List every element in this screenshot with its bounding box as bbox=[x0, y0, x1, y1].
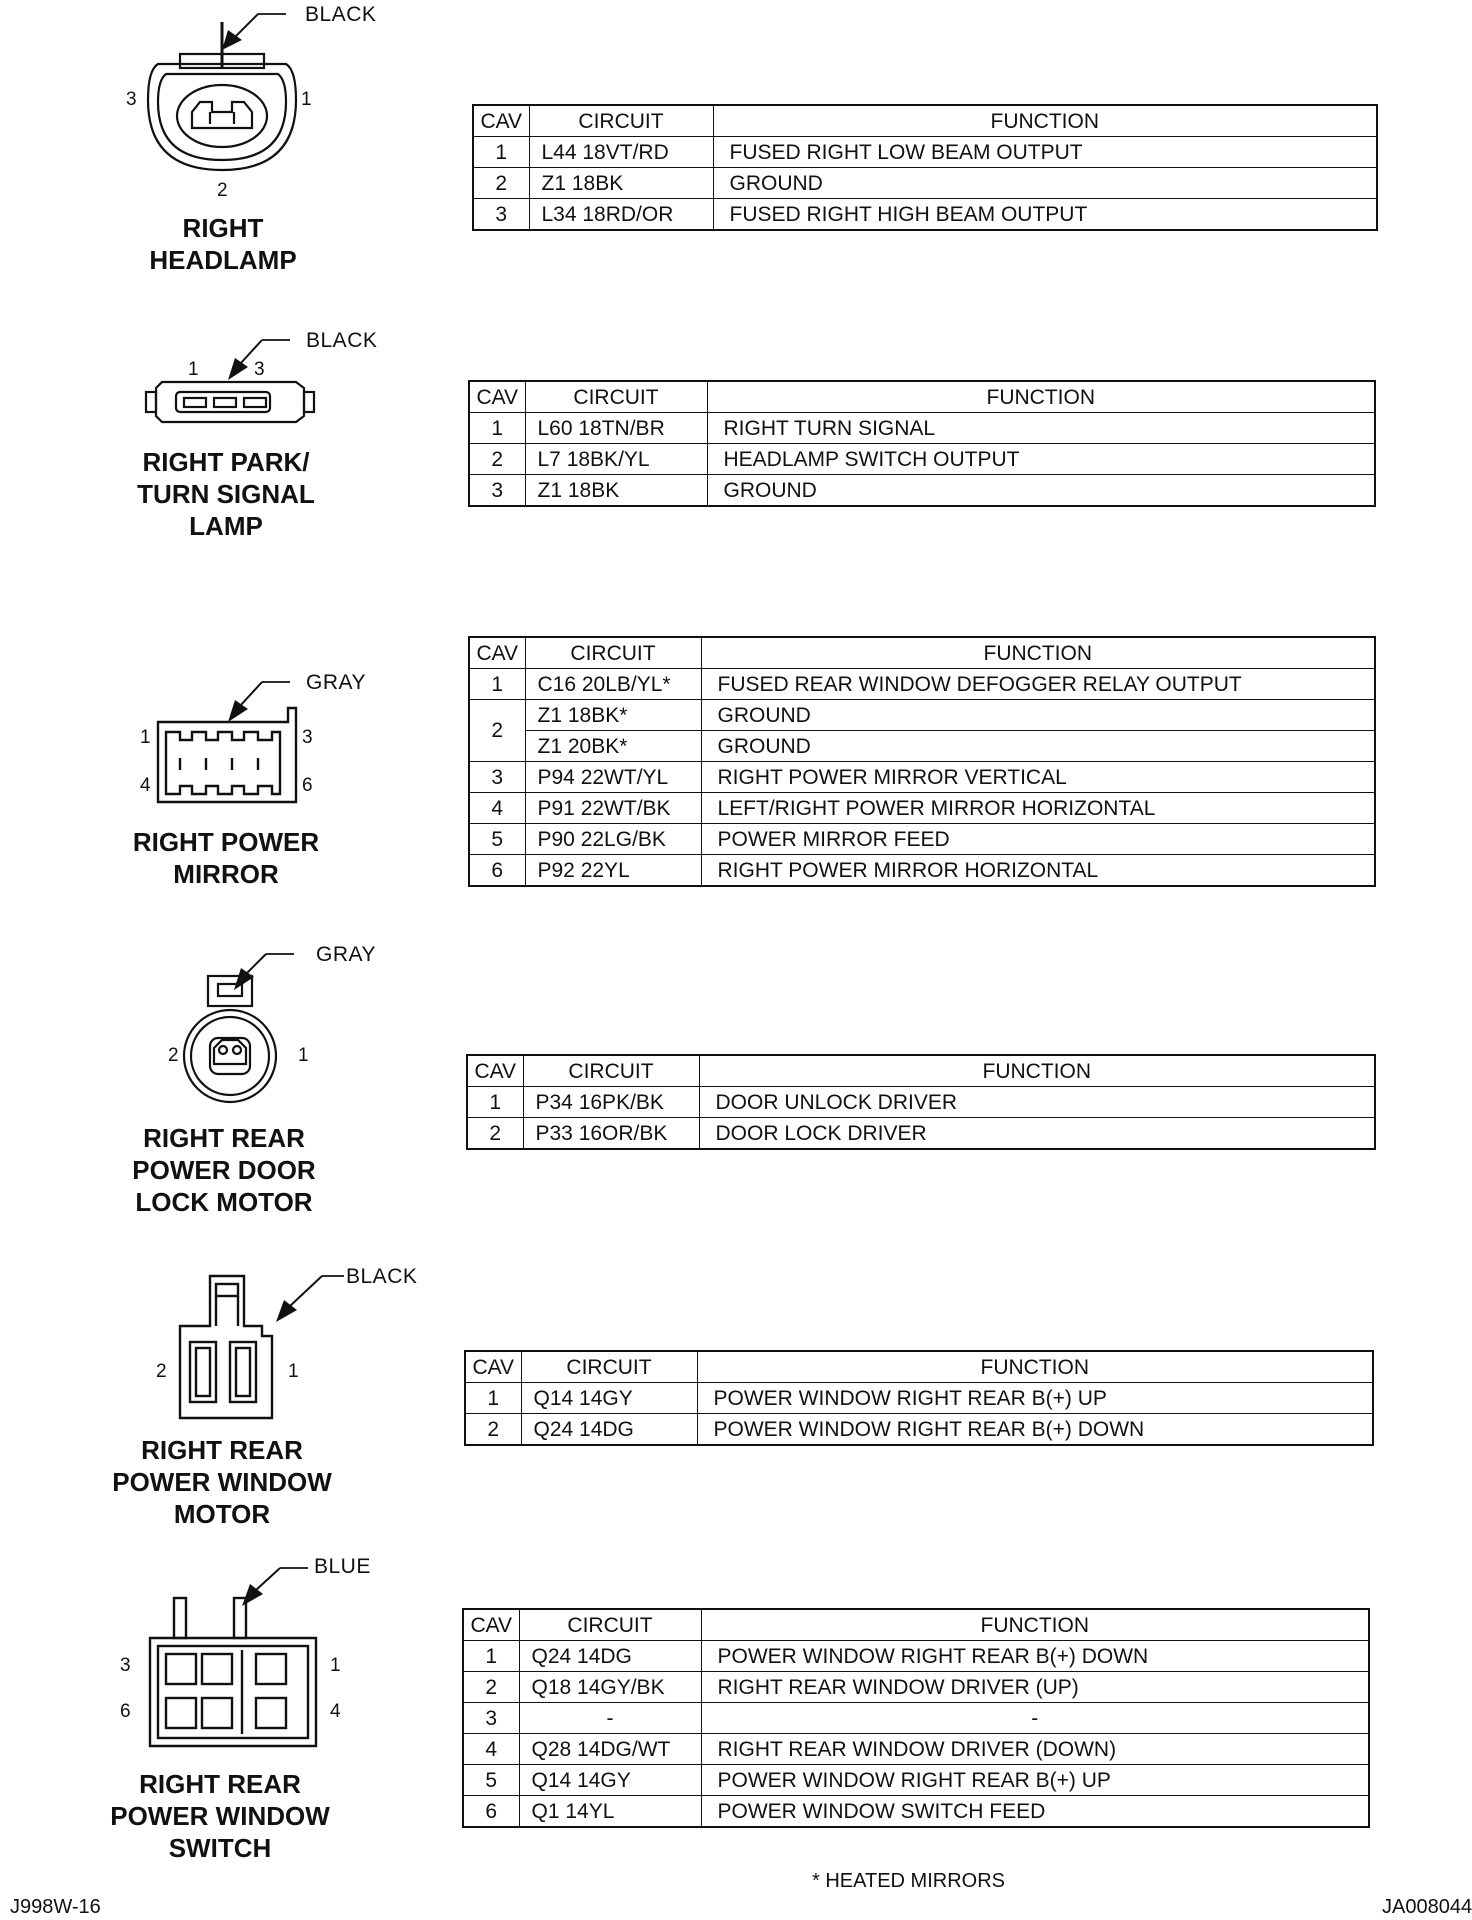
circuit-cell: P33 16OR/BK bbox=[523, 1118, 699, 1150]
table-row bbox=[469, 475, 1375, 507]
function-cell: FUSED REAR WINDOW DEFOGGER RELAY OUTPUT bbox=[701, 669, 1375, 700]
right-rear-door-lock-motor-connector bbox=[0, 930, 460, 1230]
col-header-function: FUNCTION bbox=[701, 637, 1375, 669]
right-power-mirror-connector bbox=[0, 660, 460, 900]
pin-number: 3 bbox=[302, 727, 313, 748]
circuit-cell: L60 18TN/BR bbox=[525, 413, 707, 444]
cav-cell: 3 bbox=[469, 762, 525, 793]
right-park-turn-signal-connector bbox=[0, 320, 460, 550]
table-row bbox=[469, 793, 1375, 824]
pin-number: 1 bbox=[288, 1361, 299, 1382]
col-header-function: FUNCTION bbox=[713, 105, 1377, 137]
connector-name: RIGHT REAR POWER WINDOW SWITCH bbox=[110, 1769, 330, 1863]
cav-cell: 1 bbox=[469, 413, 525, 444]
col-header-circuit: CIRCUIT bbox=[525, 381, 707, 413]
pin-number: 2 bbox=[168, 1045, 179, 1066]
connector-name: RIGHT PARK/ TURN SIGNAL LAMP bbox=[137, 447, 315, 541]
table-header-row bbox=[469, 381, 1375, 413]
cav-cell: 6 bbox=[463, 1796, 519, 1828]
table-row bbox=[463, 1672, 1369, 1703]
col-header-function: FUNCTION bbox=[699, 1055, 1375, 1087]
connector-name: RIGHT POWER MIRROR bbox=[132, 827, 320, 889]
table-row bbox=[469, 762, 1375, 793]
pinout-table-right-rear-window-switch bbox=[462, 1608, 1370, 1828]
document-id-right: JA008044 bbox=[1382, 1896, 1472, 1918]
function-cell: DOOR LOCK DRIVER bbox=[699, 1118, 1375, 1150]
table-row bbox=[469, 855, 1375, 887]
connector-name: RIGHT REAR POWER DOOR LOCK MOTOR bbox=[132, 1123, 316, 1217]
pin-number: 3 bbox=[254, 359, 265, 380]
function-cell: GROUND bbox=[701, 731, 1375, 762]
function-cell: POWER MIRROR FEED bbox=[701, 824, 1375, 855]
table-row bbox=[467, 1118, 1375, 1150]
connector-name: RIGHT REAR POWER WINDOW MOTOR bbox=[112, 1435, 332, 1529]
circuit-cell: Z1 18BK* bbox=[525, 700, 701, 731]
cav-cell: 5 bbox=[469, 824, 525, 855]
circuit-cell: Q1 14YL bbox=[519, 1796, 701, 1828]
pin-number: 3 bbox=[120, 1655, 131, 1676]
cav-cell: 2 bbox=[469, 444, 525, 475]
pinout-table-right-rear-door-lock-motor bbox=[466, 1054, 1376, 1150]
wire-color-label: BLUE bbox=[314, 1555, 371, 1578]
table-row bbox=[469, 669, 1375, 700]
cav-cell: 1 bbox=[465, 1383, 521, 1414]
function-cell: - bbox=[701, 1703, 1369, 1734]
col-header-cav: CAV bbox=[463, 1609, 519, 1641]
cav-cell: 3 bbox=[473, 199, 529, 231]
pinout-table-right-headlamp bbox=[472, 104, 1378, 231]
connector-name: RIGHT HEADLAMP bbox=[149, 213, 297, 275]
table-row bbox=[473, 137, 1377, 168]
function-cell: RIGHT POWER MIRROR VERTICAL bbox=[701, 762, 1375, 793]
circuit-cell: Q24 14DG bbox=[519, 1641, 701, 1672]
cav-cell: 3 bbox=[463, 1703, 519, 1734]
circuit-cell: P92 22YL bbox=[525, 855, 701, 887]
circuit-cell: P34 16PK/BK bbox=[523, 1087, 699, 1118]
circuit-cell: Q14 14GY bbox=[519, 1765, 701, 1796]
pin-number: 1 bbox=[301, 89, 312, 110]
col-header-cav: CAV bbox=[467, 1055, 523, 1087]
table-row bbox=[463, 1734, 1369, 1765]
document-id-left: J998W-16 bbox=[10, 1896, 101, 1918]
circuit-cell: Z1 18BK bbox=[525, 475, 707, 507]
table-row bbox=[463, 1703, 1369, 1734]
table-row bbox=[463, 1765, 1369, 1796]
pin-number: 2 bbox=[217, 180, 228, 201]
circuit-cell: Q28 14DG/WT bbox=[519, 1734, 701, 1765]
col-header-cav: CAV bbox=[473, 105, 529, 137]
function-cell: RIGHT TURN SIGNAL bbox=[707, 413, 1375, 444]
function-cell: GROUND bbox=[713, 168, 1377, 199]
wire-color-label: BLACK bbox=[346, 1265, 418, 1288]
circuit-cell: Q14 14GY bbox=[521, 1383, 697, 1414]
cav-cell: 2 bbox=[467, 1118, 523, 1150]
circuit-cell: L34 18RD/OR bbox=[529, 199, 713, 231]
col-header-circuit: CIRCUIT bbox=[525, 637, 701, 669]
cav-cell: 1 bbox=[467, 1087, 523, 1118]
function-cell: POWER WINDOW RIGHT REAR B(+) UP bbox=[701, 1765, 1369, 1796]
wire-color-label: GRAY bbox=[316, 943, 376, 966]
cav-cell: 4 bbox=[463, 1734, 519, 1765]
pinout-table-right-rear-window-motor bbox=[464, 1350, 1374, 1446]
col-header-function: FUNCTION bbox=[697, 1351, 1373, 1383]
circuit-cell: - bbox=[519, 1703, 701, 1734]
function-cell: GROUND bbox=[707, 475, 1375, 507]
circuit-cell: P91 22WT/BK bbox=[525, 793, 701, 824]
circuit-cell: Q24 14DG bbox=[521, 1414, 697, 1446]
right-headlamp-connector bbox=[0, 0, 460, 290]
pin-number: 2 bbox=[156, 1361, 167, 1382]
col-header-cav: CAV bbox=[465, 1351, 521, 1383]
cav-cell: 3 bbox=[469, 475, 525, 507]
table-row bbox=[469, 444, 1375, 475]
circuit-cell: Z1 20BK* bbox=[525, 731, 701, 762]
table-row bbox=[463, 1641, 1369, 1672]
pin-number: 6 bbox=[302, 775, 313, 796]
col-header-circuit: CIRCUIT bbox=[523, 1055, 699, 1087]
col-header-cav: CAV bbox=[469, 637, 525, 669]
cav-cell: 1 bbox=[469, 669, 525, 700]
circuit-cell: P90 22LG/BK bbox=[525, 824, 701, 855]
wire-color-label: BLACK bbox=[305, 3, 377, 26]
pin-number: 1 bbox=[298, 1045, 309, 1066]
pin-number: 4 bbox=[140, 775, 151, 796]
wire-color-label: GRAY bbox=[306, 671, 366, 694]
pin-number: 1 bbox=[330, 1655, 341, 1676]
pin-number: 6 bbox=[120, 1701, 131, 1722]
table-header-row bbox=[465, 1351, 1373, 1383]
col-header-cav: CAV bbox=[469, 381, 525, 413]
pin-number: 3 bbox=[126, 89, 137, 110]
cav-cell: 2 bbox=[469, 700, 525, 762]
table-row bbox=[465, 1383, 1373, 1414]
table-header-row bbox=[469, 637, 1375, 669]
function-cell: POWER WINDOW RIGHT REAR B(+) DOWN bbox=[701, 1641, 1369, 1672]
right-rear-window-switch-connector bbox=[0, 1550, 460, 1870]
circuit-cell: Q18 14GY/BK bbox=[519, 1672, 701, 1703]
function-cell: HEADLAMP SWITCH OUTPUT bbox=[707, 444, 1375, 475]
function-cell: RIGHT REAR WINDOW DRIVER (UP) bbox=[701, 1672, 1369, 1703]
table-row bbox=[465, 1414, 1373, 1446]
circuit-cell: C16 20LB/YL* bbox=[525, 669, 701, 700]
pin-number: 1 bbox=[188, 359, 199, 380]
function-cell: POWER WINDOW RIGHT REAR B(+) UP bbox=[697, 1383, 1373, 1414]
function-cell: LEFT/RIGHT POWER MIRROR HORIZONTAL bbox=[701, 793, 1375, 824]
function-cell: RIGHT REAR WINDOW DRIVER (DOWN) bbox=[701, 1734, 1369, 1765]
function-cell: GROUND bbox=[701, 700, 1375, 731]
pinout-table-right-power-mirror bbox=[468, 636, 1376, 887]
circuit-cell: Z1 18BK bbox=[529, 168, 713, 199]
table-row bbox=[463, 1796, 1369, 1828]
table-header-row bbox=[467, 1055, 1375, 1087]
function-cell: FUSED RIGHT HIGH BEAM OUTPUT bbox=[713, 199, 1377, 231]
circuit-cell: L7 18BK/YL bbox=[525, 444, 707, 475]
table-header-row bbox=[473, 105, 1377, 137]
cav-cell: 1 bbox=[473, 137, 529, 168]
function-cell: POWER WINDOW RIGHT REAR B(+) DOWN bbox=[697, 1414, 1373, 1446]
pin-number: 1 bbox=[140, 727, 151, 748]
cav-cell: 6 bbox=[469, 855, 525, 887]
cav-cell: 2 bbox=[463, 1672, 519, 1703]
table-header-row bbox=[463, 1609, 1369, 1641]
function-cell: DOOR UNLOCK DRIVER bbox=[699, 1087, 1375, 1118]
col-header-function: FUNCTION bbox=[707, 381, 1375, 413]
col-header-circuit: CIRCUIT bbox=[521, 1351, 697, 1383]
circuit-cell: L44 18VT/RD bbox=[529, 137, 713, 168]
right-rear-window-motor-connector bbox=[0, 1250, 460, 1550]
pin-number: 4 bbox=[330, 1701, 341, 1722]
wire-color-label: BLACK bbox=[306, 329, 378, 352]
cav-cell: 1 bbox=[463, 1641, 519, 1672]
table-row bbox=[469, 824, 1375, 855]
cav-cell: 4 bbox=[469, 793, 525, 824]
function-cell: FUSED RIGHT LOW BEAM OUTPUT bbox=[713, 137, 1377, 168]
col-header-function: FUNCTION bbox=[701, 1609, 1369, 1641]
table-row bbox=[469, 700, 1375, 731]
table-row bbox=[469, 413, 1375, 444]
cav-cell: 2 bbox=[465, 1414, 521, 1446]
table-row bbox=[467, 1087, 1375, 1118]
cav-cell: 5 bbox=[463, 1765, 519, 1796]
col-header-circuit: CIRCUIT bbox=[529, 105, 713, 137]
footnote-heated-mirrors: * HEATED MIRRORS bbox=[812, 1870, 1005, 1892]
circuit-cell: P94 22WT/YL bbox=[525, 762, 701, 793]
function-cell: POWER WINDOW SWITCH FEED bbox=[701, 1796, 1369, 1828]
function-cell: RIGHT POWER MIRROR HORIZONTAL bbox=[701, 855, 1375, 887]
pinout-table-right-park-turn-signal bbox=[468, 380, 1376, 507]
col-header-circuit: CIRCUIT bbox=[519, 1609, 701, 1641]
table-row bbox=[473, 199, 1377, 231]
table-row bbox=[473, 168, 1377, 199]
cav-cell: 2 bbox=[473, 168, 529, 199]
table-row bbox=[469, 731, 1375, 762]
